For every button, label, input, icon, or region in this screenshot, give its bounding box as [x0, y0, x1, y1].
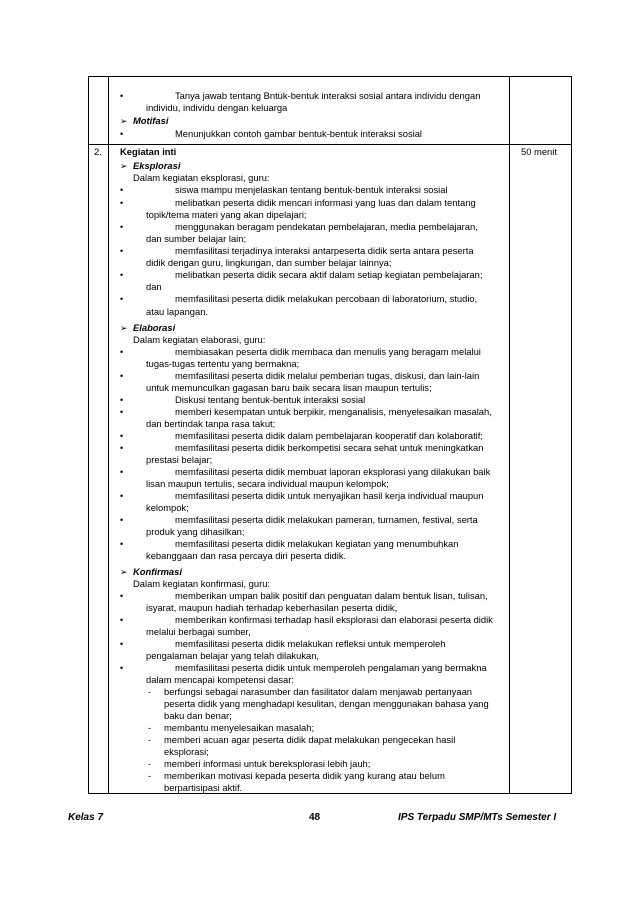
arrow-bullet-icon: ➢ — [120, 116, 128, 126]
bullet-icon: • — [120, 198, 124, 208]
list-item-text: memberi informasi untuk bereksplorasi lebih jauh; — [164, 758, 371, 769]
text-continuation: lisan maupun tertulis, secara individual maupun kelompok; — [146, 478, 389, 489]
bullet-icon: • — [120, 639, 124, 649]
text-continuation: Dalam kegiatan konfirmasi, guru: — [133, 578, 271, 589]
list-item-text: memberikan konfirmasi terhadap hasil eksplorasi dan elaborasi peserta didik — [175, 614, 493, 625]
bullet-icon: • — [120, 515, 124, 525]
list-item-text: memfasilitasi peserta didik untuk memperoleh pengalaman yang bermakna — [175, 662, 487, 673]
dash-marker: - — [148, 722, 152, 733]
dash-marker: - — [148, 734, 152, 745]
list-item-text: memfasilitasi terjadinya interaksi antarpeserta didik serta antara peserta — [175, 245, 474, 256]
bullet-icon: • — [120, 91, 124, 101]
list-item-text: memfasilitasi peserta didik membuat laporan eksplorasi yang dilakukan baik — [175, 466, 491, 477]
row-number: 2. — [94, 146, 102, 157]
text-continuation: pengalaman belajar yang telah dilakukan, — [146, 650, 320, 661]
list-item-text: Tanya jawab tentang Bntuk-bentuk interaksi sosial antara individu dengan — [175, 90, 481, 101]
arrow-bullet-icon: ➢ — [120, 567, 128, 577]
table-right-border — [571, 76, 572, 794]
text-continuation: Dalam kegiatan elaborasi, guru: — [133, 334, 266, 345]
list-item-text: memfasilitasi peserta didik untuk menyajikan hasil kerja individual maupun — [175, 490, 484, 501]
list-item-text: siswa mampu menjelaskan tentang bentuk-bentuk interaksi sosial — [175, 184, 448, 195]
text-continuation: individu, individu dengan keluarga — [146, 102, 288, 113]
text-continuation: dan — [146, 281, 162, 292]
text-continuation: berpartisipasi aktif. — [164, 782, 243, 793]
text-continuation: dan sumber belajar lain; — [146, 233, 247, 244]
text-continuation: eksplorasi; — [164, 746, 209, 757]
footer-book-title: IPS Terpadu SMP/MTs Semester I — [398, 812, 557, 823]
list-item-text: membantu menyelesaikan masalah; — [164, 722, 315, 733]
text-continuation: dan bertindak tanpa rasa takut; — [146, 418, 276, 429]
list-item-text: Diskusi tentang bentuk-bentuk interaksi sosial — [175, 394, 366, 405]
list-item-text: memfasilitasi peserta didik melakukan refleksi untuk memperoleh — [175, 638, 446, 649]
text-continuation: didik dengan guru, lingkungan, dan sumber belajar lainnya; — [146, 257, 392, 268]
dash-marker: - — [148, 686, 152, 697]
bullet-icon: • — [120, 491, 124, 501]
text-continuation: atau lapangan. — [146, 306, 209, 317]
list-item-text: memberikan umpan balik positif dan penguatan dalam bentuk lisan, tulisan, — [175, 590, 488, 601]
list-item-text: membiasakan peserta didik membaca dan menulis yang beragam melalui — [175, 346, 481, 357]
section-heading: Elaborasi — [133, 322, 176, 333]
list-item-text: memfasilitasi peserta didik berkompetisi secara sehat untuk meningkatkan — [175, 442, 484, 453]
bullet-icon: • — [120, 294, 124, 304]
bullet-icon: • — [120, 246, 124, 256]
text-continuation: Dalam kegiatan eksplorasi, guru: — [133, 172, 270, 183]
bullet-icon: • — [120, 347, 124, 357]
text-continuation: kelompok; — [146, 502, 189, 513]
section-heading: Konfirmasi — [133, 566, 182, 577]
column-divider-time — [509, 76, 510, 794]
page-number: 48 — [309, 812, 321, 823]
text-continuation: melalui berbagai sumber, — [146, 626, 251, 637]
list-item-text: berfungsi sebagai narasumber dan fasilitator dalam menjawab pertanyaan — [164, 686, 472, 697]
list-item-text: melibatkan peserta didik mencari informasi yang luas dan dalam tentang — [175, 197, 476, 208]
list-item-text: menggunakan beragam pendekatan pembelajaran, media pembelajaran, — [175, 221, 478, 232]
row-title: Kegiatan inti — [120, 146, 177, 157]
bullet-icon: • — [120, 407, 124, 417]
list-item-text: Menunjukkan contoh gambar bentuk-bentuk interaksi sosial — [175, 128, 423, 139]
list-item-text: memfasilitasi peserta didik melakukan pameran, turnamen, festival, serta — [175, 514, 478, 525]
bullet-icon: • — [120, 591, 124, 601]
section-heading: Eksplorasi — [133, 160, 181, 171]
bullet-icon: • — [120, 539, 124, 549]
table-top-border — [88, 76, 572, 77]
bullet-icon: • — [120, 395, 124, 405]
text-continuation: produk yang dihasilkan; — [146, 526, 245, 537]
text-continuation: tugas-tugas tertentu yang bermakna; — [146, 358, 300, 369]
text-continuation: baku dan benar; — [164, 710, 232, 721]
text-continuation: untuk memunculkan gagasan baru baik secara lisan maupun tertulis; — [146, 382, 432, 393]
text-continuation: prestasi belajar; — [146, 454, 213, 465]
bullet-icon: • — [120, 467, 124, 477]
dash-marker: - — [148, 758, 152, 769]
bullet-icon: • — [120, 431, 124, 441]
text-continuation: dalam mencapai kompetensi dasar: — [146, 674, 294, 685]
bullet-icon: • — [120, 371, 124, 381]
section-heading: Motifasi — [133, 115, 169, 126]
list-item-text: memfasilitasi peserta didik melalui pemberian tugas, diskusi, dan lain-lain — [175, 370, 480, 381]
column-divider-number — [108, 76, 109, 794]
text-continuation: isyarat, maupun hadiah terhadap keberhasilan peserta didik, — [146, 602, 398, 613]
list-item-text: memfasilitasi peserta didik melakukan kegiatan yang menumbuhkan — [175, 538, 459, 549]
arrow-bullet-icon: ➢ — [120, 323, 128, 333]
bullet-icon: • — [120, 185, 124, 195]
list-item-text: memberi acuan agar peserta didik dapat melakukan pengecekan hasil — [164, 734, 456, 745]
arrow-bullet-icon: ➢ — [120, 161, 128, 171]
text-continuation: topik/tema materi yang akan dipelajari; — [146, 209, 307, 220]
list-item-text: memberikan motivasi kepada peserta didik yang kurang atau belum — [164, 770, 445, 781]
list-item-text: memberi kesempatan untuk berpikir, menganalisis, menyelesaikan masalah, — [175, 406, 492, 417]
row-divider — [88, 144, 572, 145]
list-item-text: memfasilitasi peserta didik melakukan percobaan di laboratorium, studio, — [175, 293, 478, 304]
bullet-icon: • — [120, 615, 124, 625]
dash-marker: - — [148, 770, 152, 781]
row-duration: 50 menit — [521, 146, 557, 157]
table-left-border — [88, 76, 89, 794]
bullet-icon: • — [120, 129, 124, 139]
list-item-text: memfasilitasi peserta didik dalam pembelajaran kooperatif dan kolaboratif; — [175, 430, 483, 441]
text-continuation: peserta didik yang menghadapi kesulitan, dengan menggunakan bahasa yang — [164, 698, 489, 709]
bullet-icon: • — [120, 222, 124, 232]
list-item-text: melibatkan peserta didik secara aktif dalam setiap kegiatan pembelajaran; — [175, 269, 483, 280]
bullet-icon: • — [120, 270, 124, 280]
bullet-icon: • — [120, 663, 124, 673]
text-continuation: kebanggaan dan rasa percaya diri peserta didik. — [146, 550, 347, 561]
footer-class-label: Kelas 7 — [68, 812, 104, 823]
bullet-icon: • — [120, 443, 124, 453]
table-bottom-border — [88, 793, 572, 794]
